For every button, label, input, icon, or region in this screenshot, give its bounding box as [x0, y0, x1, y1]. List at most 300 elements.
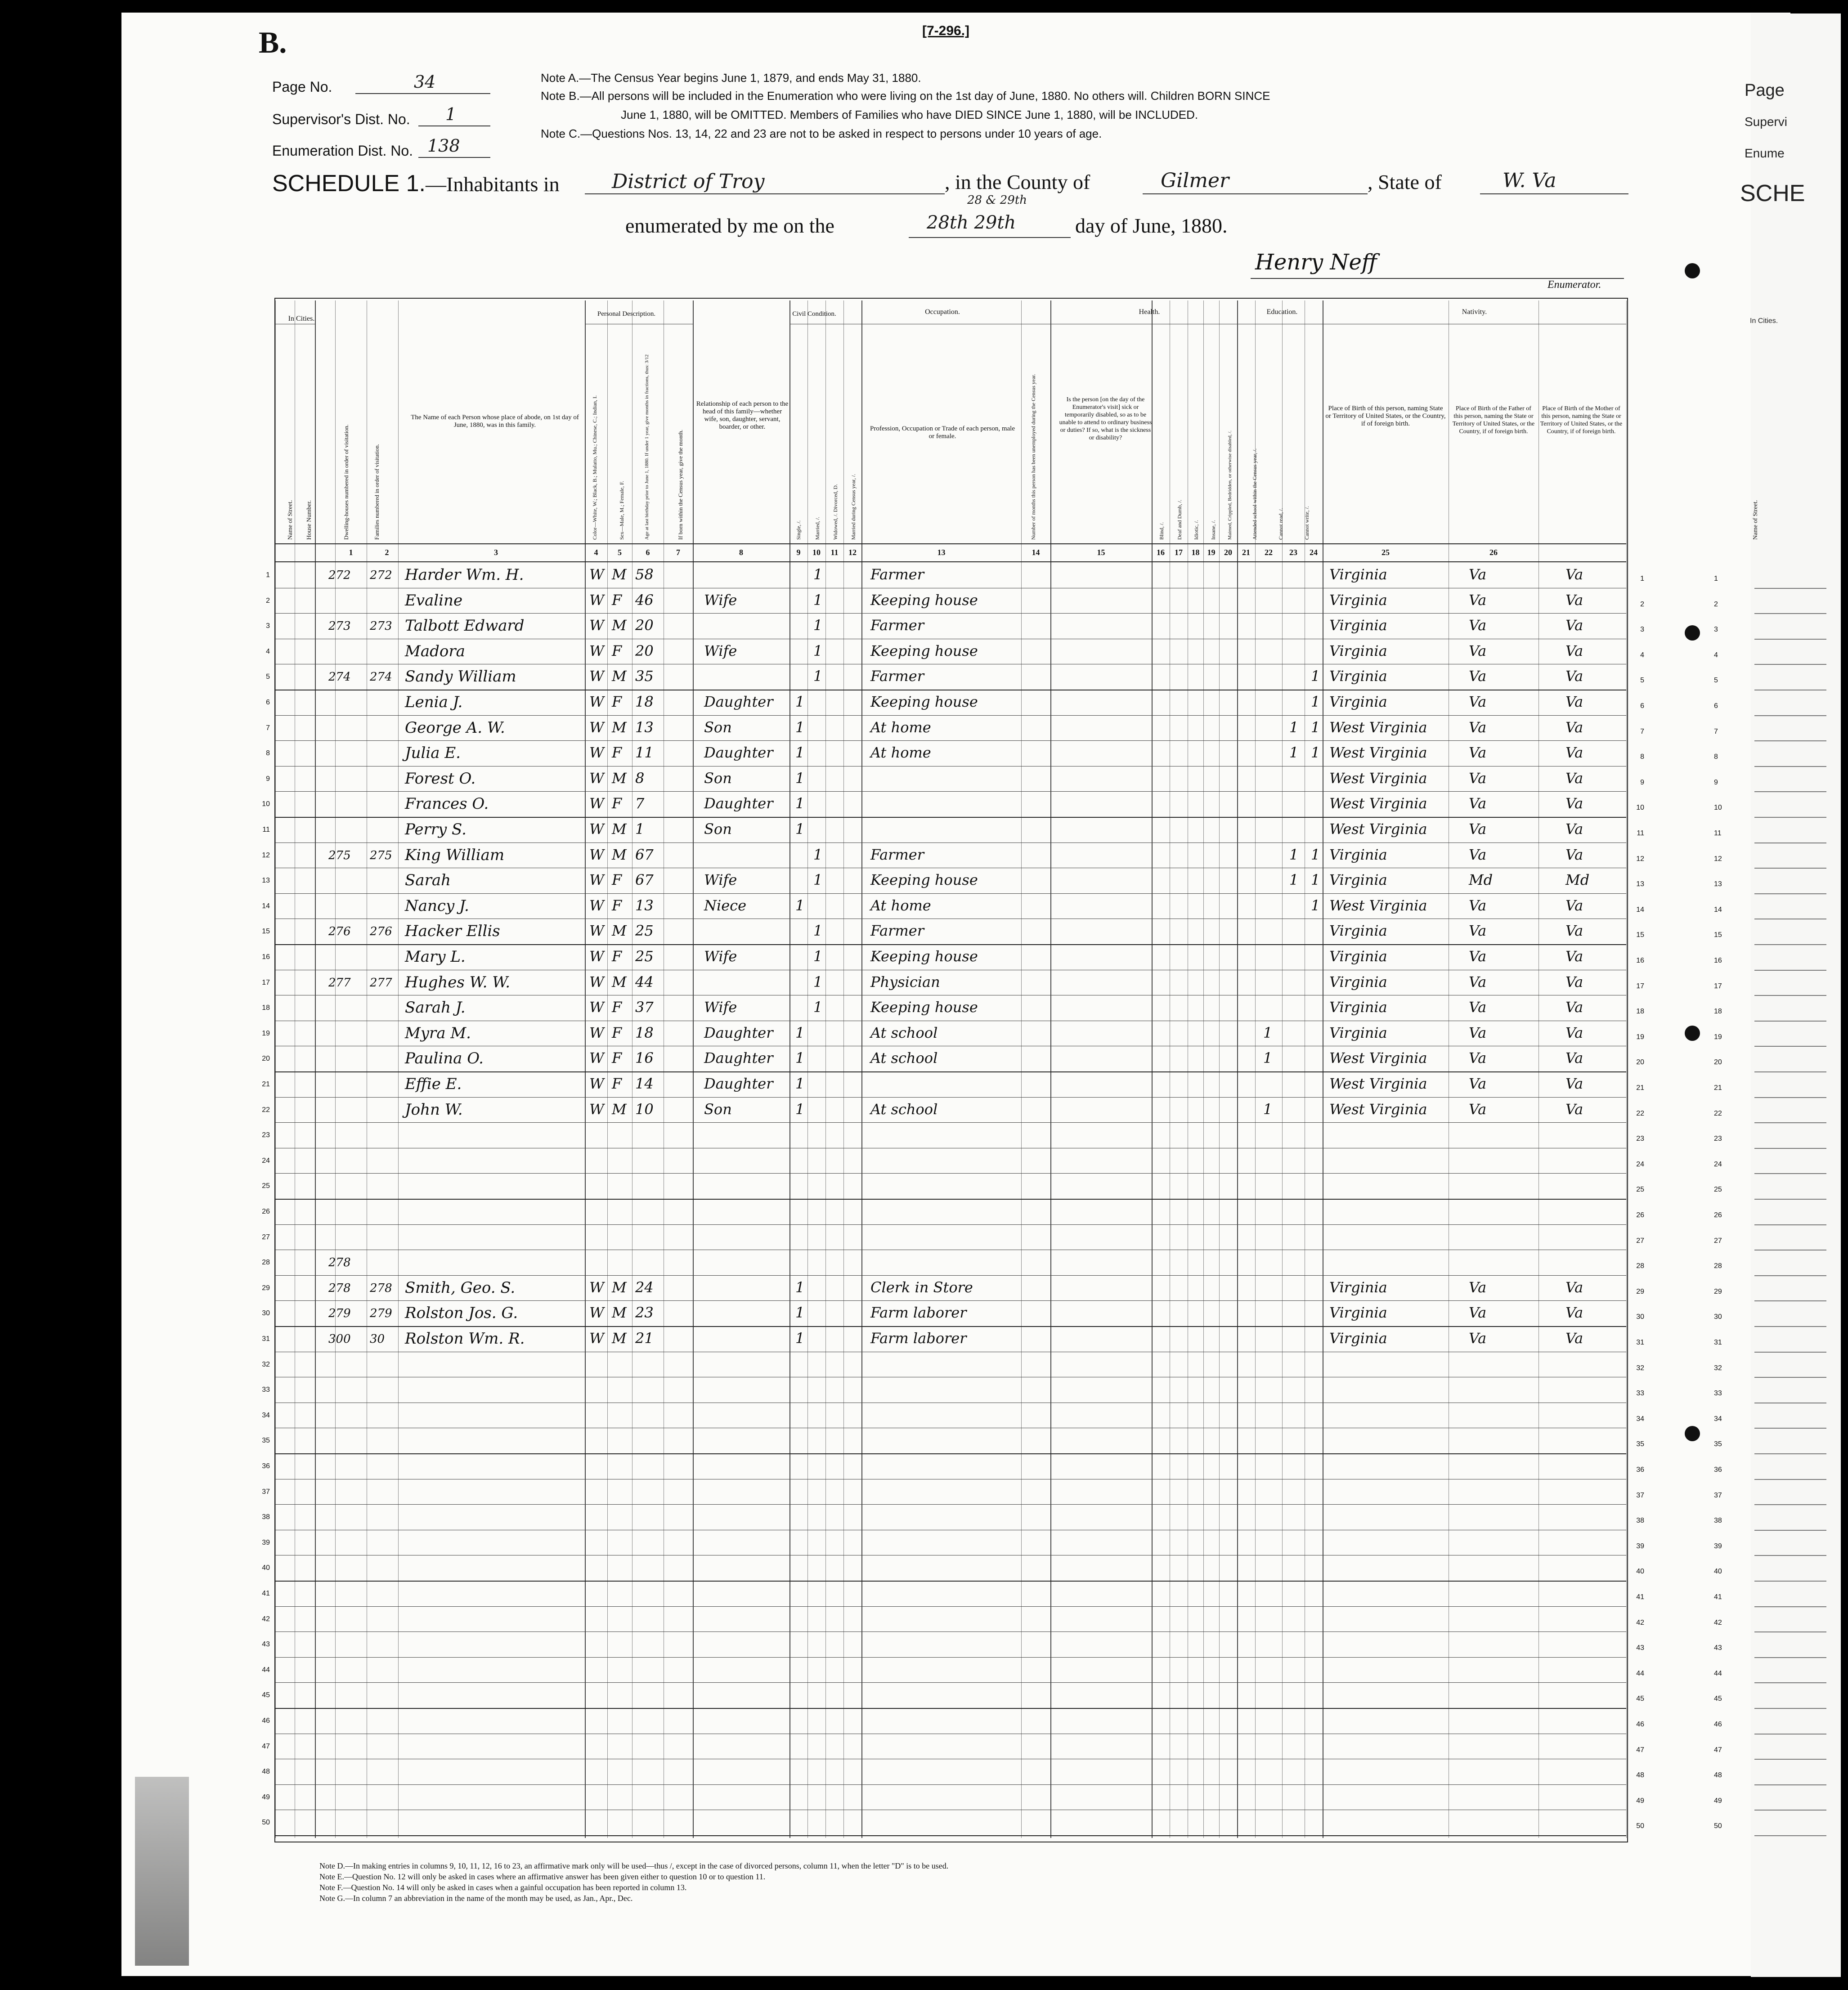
- relationship: Son: [704, 1100, 732, 1118]
- sex-code: M: [612, 617, 627, 634]
- footnote-d: Note D.—In making entries in columns 9, 10, 11, 12, 16 to 23, an affirmative mark only will be used—thus /, except in the case of divorced persons, column 11, when the letter "D" is to be used.: [319, 1861, 949, 1870]
- cannot-read-mark: 1: [1289, 744, 1299, 762]
- color-code: W: [589, 769, 604, 787]
- age: 18: [635, 1024, 654, 1041]
- adjacent-row-rule: [1754, 817, 1826, 818]
- occupation: At home: [870, 896, 931, 914]
- father-birthplace: Va: [1469, 846, 1487, 863]
- relationship: Daughter: [704, 693, 773, 710]
- row-number: 34: [262, 1411, 270, 1419]
- header-married-census-year: Married during Census year, /.: [850, 474, 857, 540]
- adjacent-row-number: 4: [1714, 651, 1718, 659]
- row-number-right: 30: [1636, 1313, 1644, 1321]
- column-number: 25: [1382, 548, 1390, 557]
- row-number-right: 37: [1636, 1491, 1644, 1499]
- color-code: W: [589, 642, 604, 659]
- column-number: 10: [812, 548, 821, 557]
- birthplace: Virginia: [1329, 948, 1387, 965]
- enumerator-signature: Henry Neff: [1255, 250, 1377, 275]
- row-rule: [275, 1631, 1626, 1632]
- person-name: Rolston Jos. G.: [405, 1304, 518, 1322]
- father-birthplace: Va: [1469, 1049, 1487, 1067]
- row-number-right: 38: [1636, 1517, 1644, 1525]
- adjacent-row-number: 23: [1714, 1135, 1722, 1143]
- occupation: Farmer: [870, 922, 924, 940]
- dwelling-number: 300: [328, 1332, 351, 1346]
- color-code: W: [589, 1024, 604, 1041]
- father-birthplace: Va: [1469, 693, 1487, 710]
- schedule-number: SCHEDULE 1.: [272, 170, 426, 197]
- enumerated-label: enumerated by me on the: [625, 214, 834, 237]
- column-rule: [843, 300, 844, 1838]
- adjacent-row-number: 33: [1714, 1389, 1722, 1398]
- cannot-write-mark: 1: [1311, 693, 1320, 710]
- row-rule: [275, 1122, 1626, 1123]
- header-house: House Number.: [306, 500, 313, 540]
- column-rule: [861, 300, 862, 1838]
- dwelling-number: 278: [328, 1281, 351, 1295]
- row-number: 36: [262, 1462, 270, 1470]
- row-number-right: 26: [1636, 1211, 1644, 1219]
- row-number: 40: [262, 1564, 270, 1572]
- age: 25: [635, 948, 654, 965]
- column-rule: [398, 300, 399, 1838]
- color-code: W: [589, 999, 604, 1016]
- father-birthplace: Va: [1469, 999, 1487, 1016]
- row-number: 23: [262, 1131, 270, 1139]
- sex-code: M: [612, 668, 627, 685]
- header-name: The Name of each Person whose place of abode, on 1st day of June, 1880, was in this family.: [411, 414, 579, 429]
- cannot-write-mark: 1: [1311, 846, 1320, 863]
- row-rule: [275, 1504, 1626, 1505]
- color-code: W: [589, 1304, 604, 1322]
- row-number-right: 23: [1636, 1135, 1644, 1143]
- school-mark: 1: [1263, 1049, 1273, 1067]
- color-code: W: [589, 591, 604, 609]
- row-number-right: 19: [1636, 1033, 1644, 1041]
- mother-birthplace: Va: [1565, 591, 1583, 609]
- header-widowed: Widowed, /. Divorced, D.: [832, 484, 839, 540]
- row-number-right: 40: [1636, 1568, 1644, 1576]
- person-name: Sandy William: [405, 668, 516, 686]
- row-number-right: 8: [1640, 753, 1644, 761]
- civil-status-mark: 1: [795, 1100, 805, 1118]
- row-number: 18: [262, 1004, 270, 1012]
- row-number-right: 21: [1636, 1084, 1644, 1092]
- row-number-right: 1: [1640, 575, 1644, 583]
- county-value: Gilmer: [1161, 169, 1229, 192]
- row-number-right: 42: [1636, 1618, 1644, 1627]
- row-rule: [275, 1275, 1626, 1276]
- person-name: Talbott Edward: [405, 617, 525, 635]
- row-number: 26: [262, 1208, 270, 1215]
- family-number: 276: [370, 925, 392, 939]
- occupation: At school: [870, 1100, 938, 1118]
- birthplace: West Virginia: [1329, 795, 1427, 812]
- adjacent-row-number: 5: [1714, 677, 1718, 685]
- adjacent-row-rule: [1754, 1479, 1826, 1480]
- row-number: 44: [262, 1666, 270, 1674]
- birthplace: Virginia: [1329, 693, 1387, 710]
- family-number: 274: [370, 670, 392, 684]
- row-number-right: 33: [1636, 1389, 1644, 1398]
- row-number: 10: [262, 800, 270, 808]
- column-number: 8: [739, 548, 743, 557]
- header-street: Name of Street.: [287, 500, 294, 540]
- sex-code: M: [612, 846, 627, 863]
- adjacent-row-rule: [1754, 740, 1826, 741]
- adjacent-row-rule: [1754, 893, 1826, 894]
- father-birthplace: Va: [1469, 718, 1487, 736]
- enumeration-value: 138: [427, 136, 460, 156]
- color-code: W: [589, 617, 604, 634]
- sex-code: M: [612, 769, 627, 787]
- adjacent-row-number: 32: [1714, 1364, 1722, 1372]
- father-birthplace: Va: [1469, 1330, 1487, 1347]
- adjacent-row-number: 38: [1714, 1517, 1722, 1525]
- row-number: 22: [262, 1106, 270, 1114]
- occupation: Farmer: [870, 566, 924, 583]
- adjacent-row-rule: [1754, 1606, 1826, 1607]
- birthplace: West Virginia: [1329, 769, 1427, 787]
- page-no-label: Page No.: [272, 79, 332, 95]
- row-number: 39: [262, 1538, 270, 1546]
- adjacent-row-number: 26: [1714, 1211, 1722, 1219]
- row-number-right: 49: [1636, 1797, 1644, 1805]
- row-number-right: 41: [1636, 1593, 1644, 1601]
- row-rule: [275, 1173, 1626, 1174]
- adjacent-row-number: 21: [1714, 1084, 1722, 1092]
- column-number: 4: [594, 548, 598, 557]
- supervisor-value: 1: [445, 104, 457, 124]
- row-number-right: 31: [1636, 1339, 1644, 1346]
- father-birthplace: Va: [1469, 795, 1487, 812]
- column-rule: [335, 300, 336, 1838]
- color-code: W: [589, 566, 604, 583]
- column-number: 2: [385, 548, 389, 557]
- age: 58: [635, 566, 654, 583]
- column-number: 16: [1157, 548, 1165, 557]
- row-number: 42: [262, 1615, 270, 1623]
- group-health: Health.: [1139, 308, 1160, 316]
- row-rule: [275, 893, 1626, 894]
- row-number: 48: [262, 1768, 270, 1776]
- person-name: King William: [405, 846, 505, 864]
- person-name: Hacker Ellis: [405, 922, 500, 941]
- row-number: 37: [262, 1488, 270, 1496]
- adjacent-row-number: 46: [1714, 1721, 1722, 1728]
- mother-birthplace: Va: [1565, 1330, 1583, 1347]
- civil-status-mark: 1: [795, 896, 805, 914]
- color-code: W: [589, 1330, 604, 1347]
- adjacent-row-rule: [1754, 1071, 1826, 1072]
- mother-birthplace: Va: [1565, 896, 1583, 914]
- row-number: 38: [262, 1513, 270, 1521]
- relationship: Wife: [704, 948, 737, 965]
- row-number-right: 12: [1636, 855, 1644, 863]
- civil-status-mark: 1: [795, 718, 805, 736]
- header-cannot-write: Cannot write, /.: [1304, 506, 1310, 540]
- row-number-right: 13: [1636, 880, 1644, 888]
- header-age: Age at last birthday prior to June 1, 1880. If under 1 year, give months in fractions, thus: 3/12: [644, 354, 650, 540]
- father-birthplace: Va: [1469, 1278, 1487, 1296]
- row-rule: [275, 715, 1626, 716]
- civil-status-mark: 1: [813, 846, 823, 863]
- row-number-right: 50: [1636, 1822, 1644, 1830]
- row-number: 14: [262, 902, 270, 910]
- color-code: W: [589, 922, 604, 940]
- header-rule: [275, 561, 1626, 562]
- adjacent-row-rule: [1754, 1810, 1826, 1811]
- birthplace: West Virginia: [1329, 1075, 1427, 1092]
- adjacent-row-number: 25: [1714, 1186, 1722, 1194]
- father-birthplace: Va: [1469, 973, 1487, 991]
- row-number-right: 32: [1636, 1364, 1644, 1372]
- person-name: Effie E.: [405, 1075, 462, 1093]
- row-rule: [275, 1071, 1626, 1072]
- row-number-right: 7: [1640, 727, 1644, 735]
- relationship: Daughter: [704, 744, 773, 762]
- relationship: Wife: [704, 871, 737, 889]
- adjacent-row-number: 1: [1714, 575, 1718, 583]
- person-name: Nancy J.: [405, 896, 469, 915]
- row-number: 1: [266, 571, 270, 579]
- occupation: At school: [870, 1024, 938, 1041]
- row-rule: [275, 817, 1626, 818]
- father-birthplace: Va: [1469, 769, 1487, 787]
- adjacent-row-number: 40: [1714, 1568, 1722, 1576]
- civil-status-mark: 1: [813, 566, 823, 583]
- row-number: 33: [262, 1386, 270, 1394]
- birthplace: Virginia: [1329, 1330, 1387, 1347]
- adjacent-row-rule: [1754, 1428, 1826, 1429]
- cannot-write-mark: 1: [1311, 871, 1320, 889]
- day-value-top: 28 & 29th: [967, 193, 1027, 207]
- row-rule: [275, 1657, 1626, 1658]
- row-number: 12: [262, 851, 270, 859]
- row-number: 46: [262, 1717, 270, 1725]
- row-number: 45: [262, 1691, 270, 1699]
- form-number: [7-296.]: [922, 23, 970, 38]
- sex-code: M: [612, 566, 627, 583]
- column-rule: [1626, 300, 1627, 1838]
- adjacent-row-rule: [1754, 970, 1826, 971]
- color-code: W: [589, 744, 604, 762]
- row-rule: [275, 1199, 1626, 1200]
- row-rule: [275, 1708, 1626, 1709]
- adjacent-row-rule: [1754, 715, 1826, 716]
- father-birthplace: Va: [1469, 948, 1487, 965]
- adjacent-row-number: 34: [1714, 1415, 1722, 1423]
- header-single: Single, /.: [795, 520, 802, 540]
- occupation: Farmer: [870, 846, 924, 863]
- column-number: 17: [1175, 548, 1183, 557]
- group-nativity: Nativity.: [1462, 308, 1487, 316]
- sex-code: F: [612, 642, 622, 659]
- age: 35: [635, 668, 654, 685]
- row-number: 41: [262, 1590, 270, 1597]
- state-line: [1480, 193, 1628, 194]
- adjacent-row-number: 29: [1714, 1287, 1722, 1295]
- age: 67: [635, 846, 654, 863]
- row-number-right: 4: [1640, 651, 1644, 659]
- mother-birthplace: Va: [1565, 820, 1583, 838]
- adjacent-row-number: 3: [1714, 626, 1718, 634]
- adjacent-row-rule: [1754, 1148, 1826, 1149]
- adjacent-row-number: 27: [1714, 1237, 1722, 1245]
- father-birthplace: Va: [1469, 1024, 1487, 1041]
- row-rule: [275, 1326, 1626, 1327]
- adjacent-row-number: 10: [1714, 804, 1722, 812]
- civil-status-mark: 1: [813, 668, 823, 685]
- color-code: W: [589, 846, 604, 863]
- age: 11: [635, 744, 654, 762]
- row-number: 8: [266, 749, 270, 757]
- supervisor-label: Supervisor's Dist. No.: [272, 111, 410, 127]
- adjacent-row-number: 20: [1714, 1058, 1722, 1067]
- family-number: 277: [370, 976, 392, 990]
- row-number: 24: [262, 1156, 270, 1165]
- row-number-right: 11: [1637, 829, 1644, 837]
- sex-code: M: [612, 922, 627, 940]
- occupation: At home: [870, 718, 931, 736]
- occupation: Keeping house: [870, 948, 978, 965]
- occupation: Keeping house: [870, 999, 978, 1016]
- civil-status-mark: 1: [813, 617, 823, 634]
- adjacent-row-number: 44: [1714, 1669, 1722, 1677]
- day-label: day of June, 1880.: [1075, 214, 1228, 237]
- adjacent-row-rule: [1754, 639, 1826, 640]
- person-name: Frances O.: [405, 795, 489, 813]
- mother-birthplace: Va: [1565, 1100, 1583, 1118]
- column-rule: [1050, 300, 1051, 1838]
- row-number: 5: [266, 673, 270, 681]
- note-b-line2: June 1, 1880, will be OMITTED. Members of Families who have DIED SINCE June 1, 1880, will be INCLUDED.: [621, 108, 1198, 121]
- punch-hole: [1685, 263, 1700, 278]
- adjacent-row-number: 2: [1714, 600, 1718, 608]
- age: 16: [635, 1049, 654, 1067]
- civil-status-mark: 1: [795, 744, 805, 762]
- enumeration-line: [418, 157, 490, 158]
- age: 24: [635, 1278, 654, 1296]
- adjacent-row-number: 24: [1714, 1160, 1722, 1168]
- row-rule: [275, 791, 1626, 792]
- row-number: 11: [262, 826, 270, 834]
- adjacent-row-rule: [1754, 613, 1826, 614]
- column-rule: [585, 300, 586, 1838]
- adjacent-row-rule: [1754, 766, 1826, 767]
- column-number: 13: [937, 548, 946, 557]
- adjacent-row-rule: [1754, 1326, 1826, 1327]
- relationship: Wife: [704, 999, 737, 1016]
- adjacent-row-number: 39: [1714, 1542, 1722, 1550]
- birthplace: West Virginia: [1329, 820, 1427, 838]
- age: 1: [635, 820, 645, 838]
- header-dwelling: Dwelling-houses numbered in order of visitation.: [343, 424, 350, 540]
- adjacent-row-number: 18: [1714, 1008, 1722, 1016]
- footnote-g: Note G.—In column 7 an abbreviation in the name of the month may be used, as Jan., Apr., Dec.: [319, 1894, 633, 1903]
- enumerator-label: Enumerator.: [1547, 279, 1601, 291]
- birthplace: Virginia: [1329, 922, 1387, 940]
- column-rule: [1021, 300, 1022, 1838]
- row-rule: [275, 1682, 1626, 1683]
- birthplace: Virginia: [1329, 566, 1387, 583]
- civil-status-mark: 1: [813, 871, 823, 889]
- adjacent-row-number: 47: [1714, 1746, 1722, 1754]
- header-rule: [275, 543, 1626, 544]
- adjacent-row-number: 9: [1714, 778, 1718, 786]
- adjacent-row-number: 15: [1714, 931, 1722, 939]
- color-code: W: [589, 718, 604, 736]
- adjacent-row-number: 14: [1714, 905, 1722, 914]
- adjacent-row-rule: [1754, 1199, 1826, 1200]
- sex-code: F: [612, 1024, 622, 1041]
- column-rule: [1152, 300, 1153, 1838]
- adjacent-row-rule: [1754, 1377, 1826, 1378]
- civil-status-mark: 1: [795, 795, 805, 812]
- column-rule: [789, 300, 790, 1838]
- row-number-right: 46: [1636, 1721, 1644, 1728]
- person-name: Julia E.: [405, 744, 461, 762]
- header-school: Attended school within the Census year, /.: [1251, 448, 1258, 540]
- age: 7: [635, 795, 645, 812]
- column-rule: [315, 300, 316, 1838]
- adjacent-row-rule: [1754, 1275, 1826, 1276]
- note-a: Note A.—The Census Year begins June 1, 1879, and ends May 31, 1880.: [541, 71, 921, 85]
- family-number: 275: [370, 848, 392, 862]
- adjacent-row-number: 19: [1714, 1033, 1722, 1041]
- birthplace: West Virginia: [1329, 1100, 1427, 1118]
- person-name: Perry S.: [405, 820, 466, 838]
- birthplace: West Virginia: [1329, 896, 1427, 914]
- father-birthplace: Va: [1469, 896, 1487, 914]
- adjacent-supervisor-label: Supervi: [1745, 115, 1787, 129]
- column-number: 1: [349, 548, 353, 557]
- schedule-title: [272, 170, 560, 197]
- adjacent-row-number: 30: [1714, 1313, 1722, 1321]
- adjacent-row-number: 16: [1714, 957, 1722, 964]
- row-number-right: 47: [1636, 1746, 1644, 1754]
- column-rule: [693, 300, 694, 1838]
- mother-birthplace: Va: [1565, 744, 1583, 762]
- note-b-line1: Note B.—All persons will be included in the Enumeration who were living on the 1st day of June, 1880. No others will. Children BORN SINCE: [541, 89, 1270, 103]
- father-birthplace: Va: [1469, 820, 1487, 838]
- row-rule: [275, 1581, 1626, 1582]
- person-name: Lenia J.: [405, 693, 463, 711]
- row-number-right: 9: [1640, 778, 1644, 786]
- row-rule: [275, 740, 1626, 741]
- mother-birthplace: Va: [1565, 973, 1583, 991]
- occupation: At home: [870, 744, 931, 762]
- mother-birthplace: Va: [1565, 795, 1583, 812]
- adjacent-row-number: 8: [1714, 753, 1718, 761]
- adjacent-row-rule: [1754, 1530, 1826, 1531]
- adjacent-schedule-label: SCHE: [1740, 180, 1805, 206]
- color-code: W: [589, 795, 604, 812]
- adjacent-row-rule: [1754, 1122, 1826, 1123]
- adjacent-row-rule: [1754, 868, 1826, 869]
- color-code: W: [589, 1075, 604, 1092]
- mother-birthplace: Va: [1565, 1049, 1583, 1067]
- civil-status-mark: 1: [795, 1278, 805, 1296]
- father-birthplace: Va: [1469, 1100, 1487, 1118]
- row-number-right: 39: [1636, 1542, 1644, 1550]
- row-number-right: 36: [1636, 1466, 1644, 1474]
- civil-status-mark: 1: [795, 769, 805, 787]
- age: 67: [635, 871, 654, 889]
- occupation: Farmer: [870, 617, 924, 634]
- punch-hole: [1685, 625, 1700, 641]
